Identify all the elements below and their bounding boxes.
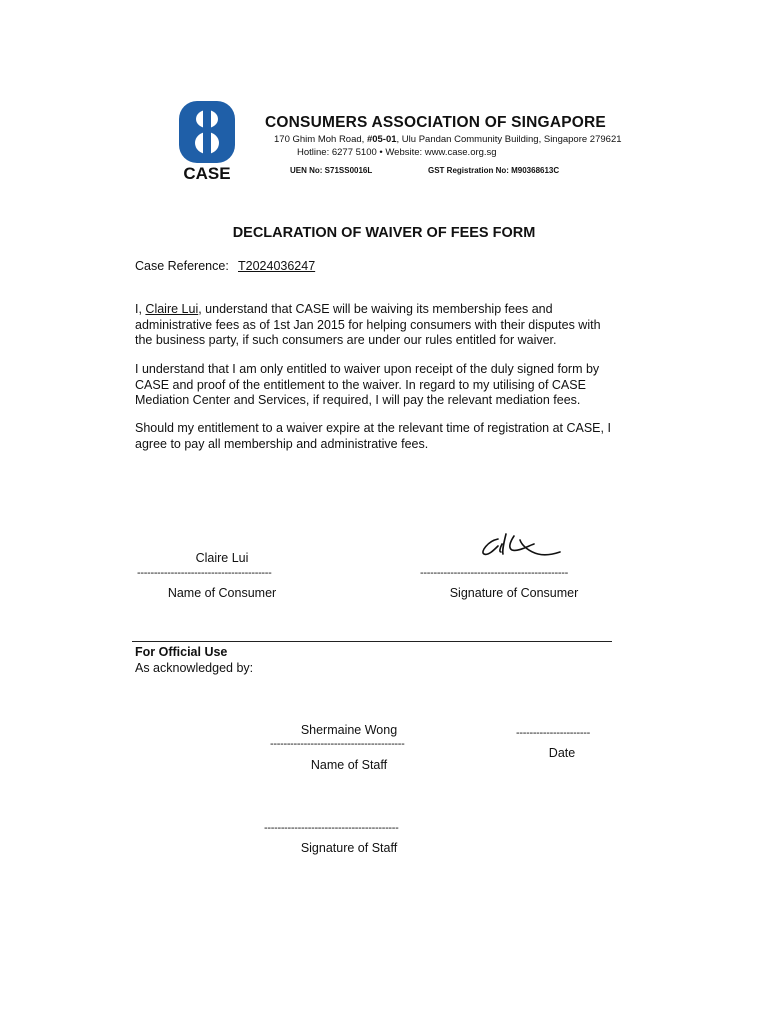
staff-signature-caption: Signature of Staff	[300, 841, 398, 855]
case-reference-value: T2024036247	[238, 259, 316, 273]
organization-name: CONSUMERS ASSOCIATION OF SINGAPORE	[265, 114, 606, 131]
official-use-heading: For Official Use	[135, 645, 228, 659]
uen-number: UEN No: S71SS0016L	[290, 166, 373, 175]
case-logo	[176, 101, 238, 181]
consumer-name-caption: Name of Consumer	[167, 586, 277, 600]
gst-number: GST Registration No: M90368613C	[428, 166, 560, 175]
consumer-name-value: Claire Lui	[195, 551, 249, 565]
consumer-name-inline: Claire Lui	[145, 302, 199, 316]
form-title: DECLARATION OF WAIVER OF FEES FORM	[232, 225, 536, 241]
consumer-signature-line: --------------------------------------------	[420, 567, 568, 579]
declaration-paragraph-2: I understand that I am only entitled to waiver upon receipt of the duly signed form by CASE and proof of the entitlement to the waiver. In regard to my utilising of CASE Mediation Center and Services, if required, I will pay the relevant mediation fees.	[135, 362, 600, 407]
date-caption: Date	[548, 746, 576, 760]
staff-name-value: Shermaine Wong	[300, 723, 398, 737]
section-divider	[132, 641, 612, 642]
case-reference-label: Case Reference:	[135, 259, 229, 273]
declaration-paragraph-1: I, Claire Lui, understand that CASE will be waiving its membership fees and administrative fees as of 1st Jan 2015 for helping consumers with their disputes with the business party, if such consumers are under our rules entitled for waiver.	[135, 302, 601, 347]
acknowledged-by-label: As acknowledged by:	[135, 661, 254, 675]
staff-name-line: ----------------------------------------	[270, 738, 405, 750]
declaration-paragraph-3: Should my entitlement to a waiver expire at the relevant time of registration at CASE, I agree to pay all membership and administrative fees.	[135, 421, 611, 451]
organization-address: 170 Ghim Moh Road, #05-01, Ulu Pandan Community Building, Singapore 279621	[274, 134, 622, 145]
hotline-website: Hotline: 6277 5100 • Website: www.case.org.sg	[297, 147, 497, 158]
consumer-name-line: ----------------------------------------	[137, 567, 272, 579]
consumer-signature-caption: Signature of Consumer	[449, 586, 579, 600]
consumer-signature	[478, 530, 564, 564]
staff-signature-line: ----------------------------------------	[264, 822, 399, 834]
staff-name-caption: Name of Staff	[310, 758, 388, 772]
logo-text: CASE	[183, 164, 231, 181]
date-line: ----------------------	[516, 727, 590, 739]
